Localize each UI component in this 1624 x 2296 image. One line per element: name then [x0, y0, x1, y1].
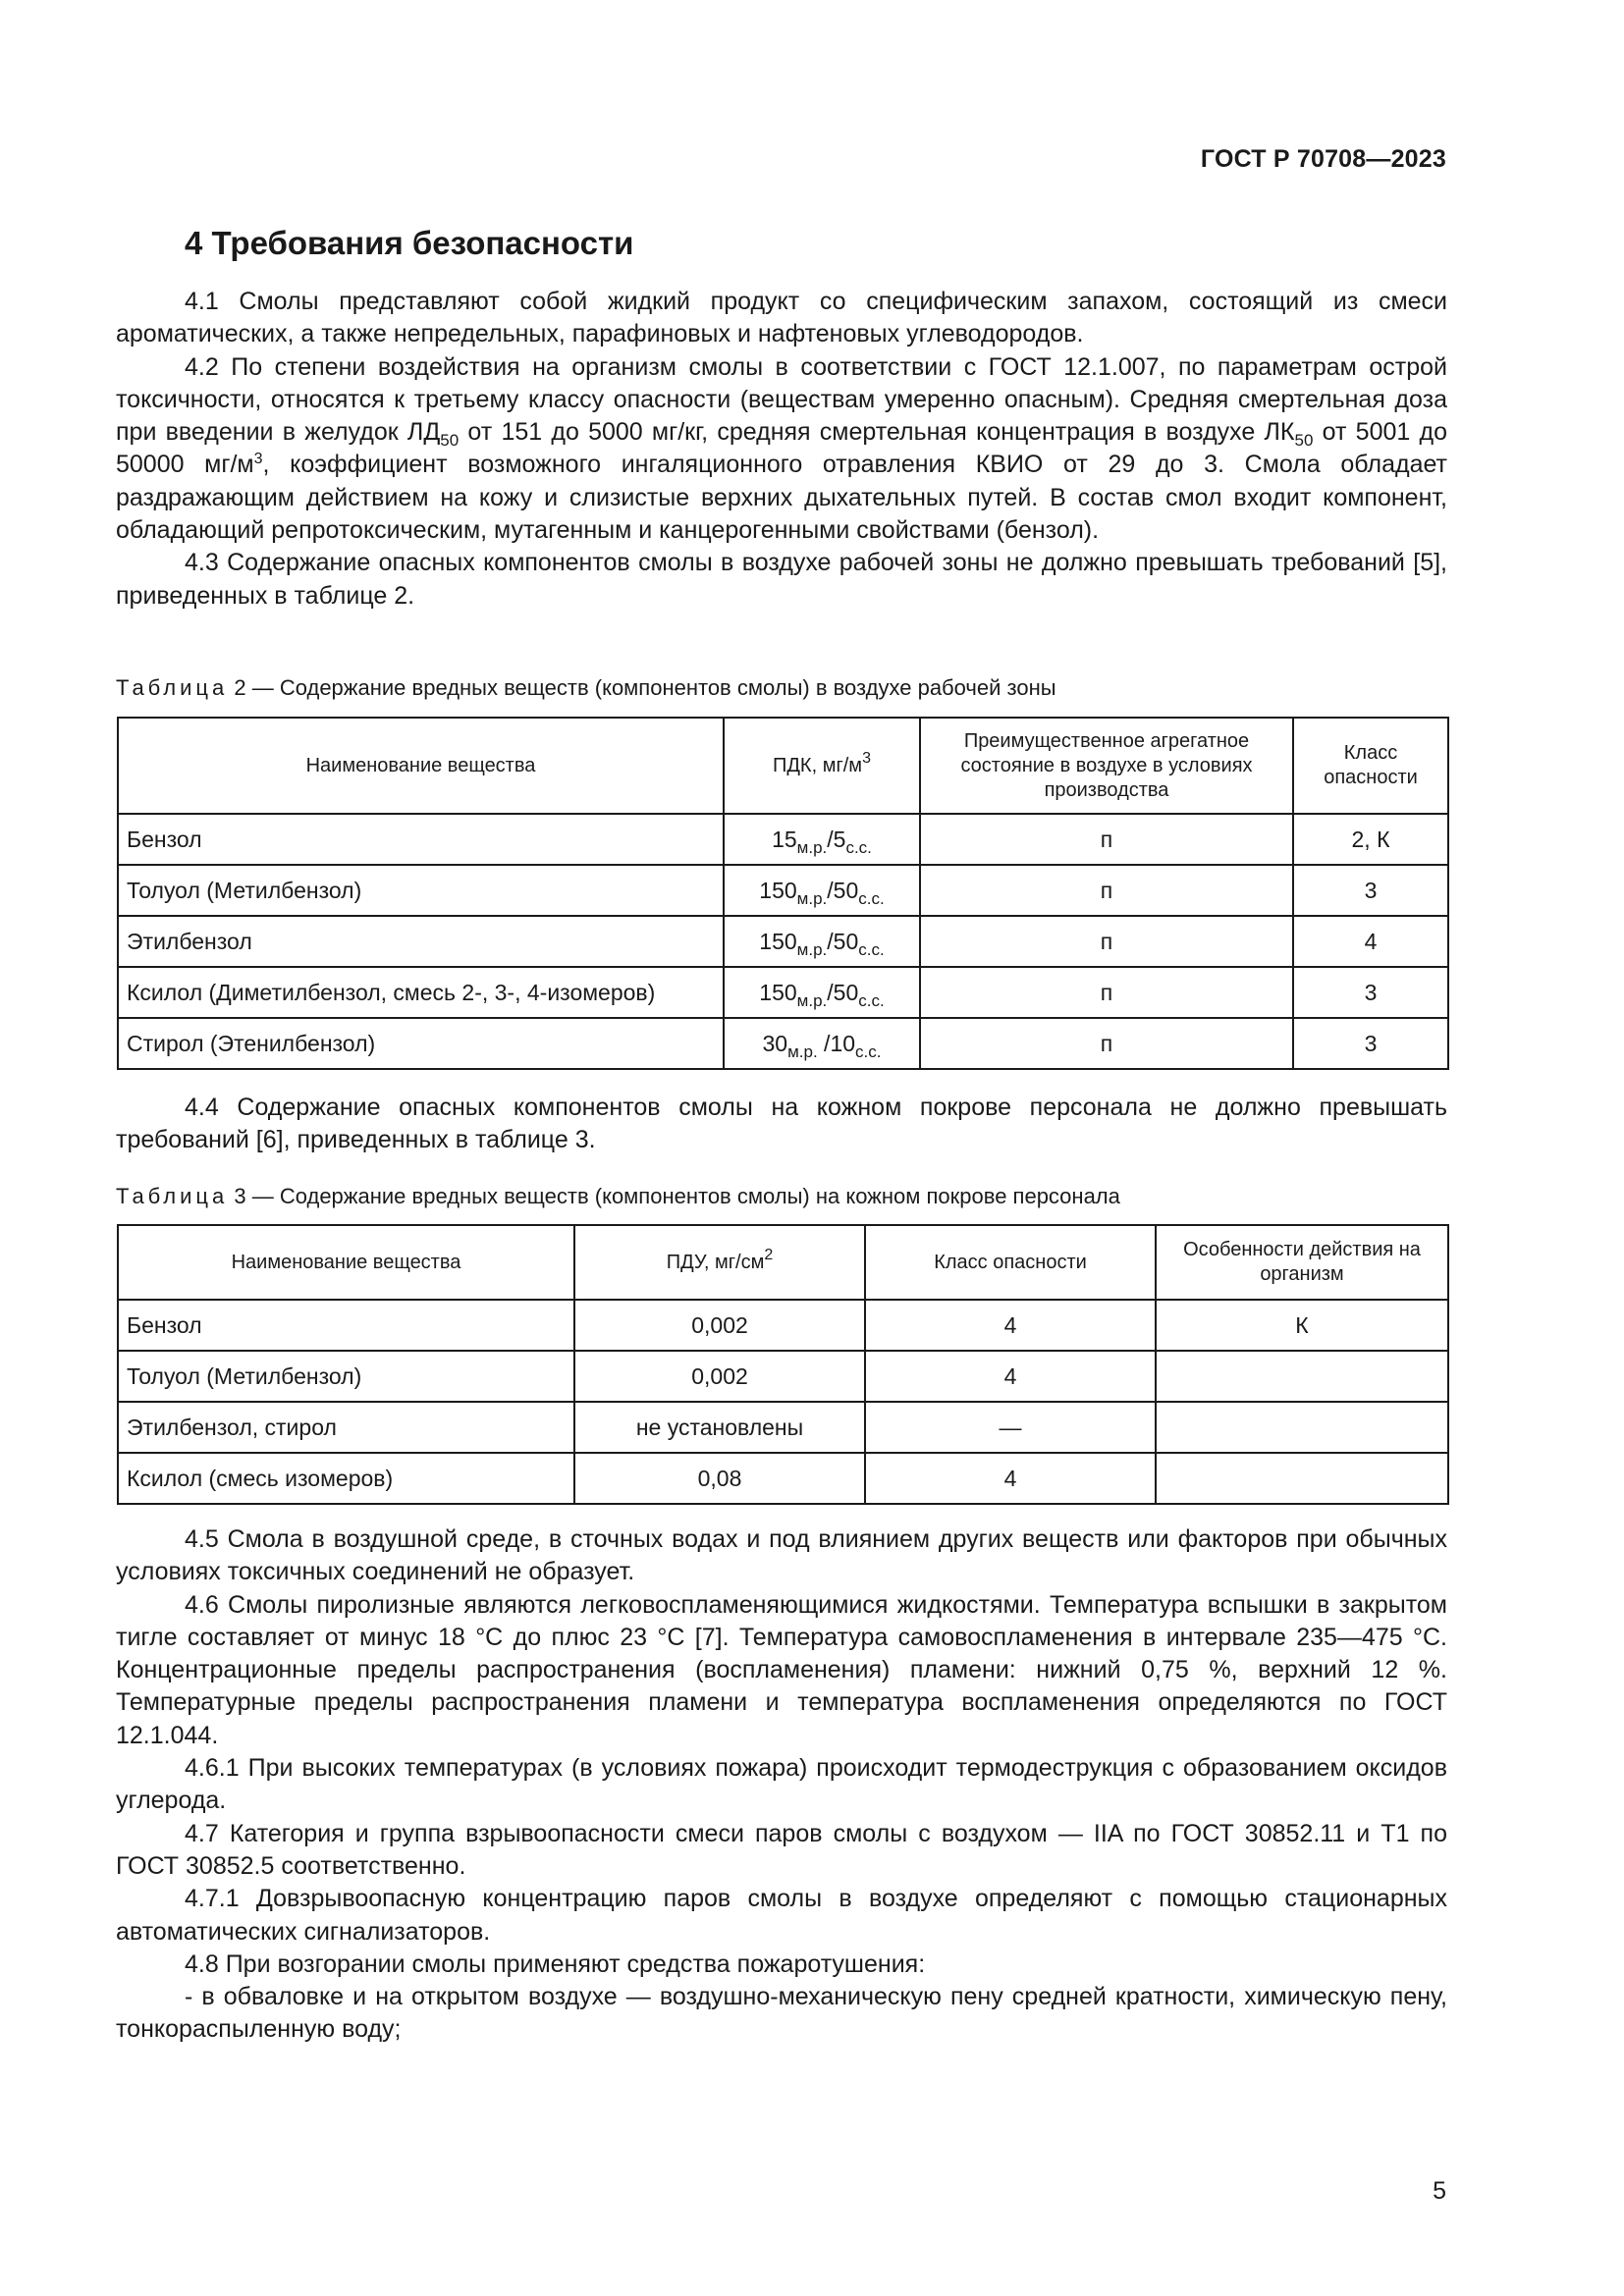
- cell-pdk: $150_{м.р.}/50_{с.с.}$: [724, 865, 920, 916]
- table-3-header-row: [118, 1225, 1448, 1300]
- cell-class: 4: [865, 1351, 1156, 1402]
- paragraph-block-3: [116, 1523, 1447, 2047]
- cell-pdu: 0,002: [574, 1351, 865, 1402]
- table-2-header-pdk: ПДК, $мг/м^3$: [724, 718, 920, 814]
- cell-effect: [1156, 1351, 1448, 1402]
- table-3-header-pdu: ПДУ, $мг/см^2$: [574, 1225, 865, 1300]
- cell-class: 2, К: [1293, 814, 1448, 865]
- cell-name: Ксилол (смесь изомеров): [118, 1453, 574, 1504]
- table-2: [117, 717, 1449, 1070]
- paragraph-4-8-item-1: - в обваловке и на открытом воздухе — воздушно-механическую пену средней кратности, химическую пену, тонкораспыленную воду;: [116, 1983, 1447, 2044]
- paragraph-4-8: 4.8 При возгорании смолы применяют средства пожаротушения:: [185, 1949, 926, 1978]
- cell-pdu: 0,002: [574, 1300, 865, 1351]
- cell-state: п: [920, 916, 1293, 967]
- table-row: [118, 916, 1448, 967]
- table-3-header-effect: Особенности действия на организм: [1156, 1225, 1448, 1300]
- table-row: [118, 1402, 1448, 1453]
- paragraph-4-6: 4.6 Смолы пиролизные являются легковоспламеняющимися жидкостями. Температура вспышки в закрытом тигле составляет от минус 18 °С до плюс 23 °С [7]. Температура самовоспламенения в интервале 235—475 °С. Концентрационные пределы распространения (воспламенения) пламени: нижний 0,75 %, верхний 12 %. Температурные пределы распространения пламени и температура воспламенения определяются по ГОСТ 12.1.044.: [116, 1590, 1447, 1749]
- paragraph-4-6-1: 4.6.1 При высоких температурах (в условиях пожара) происходит термодеструкция с образованием оксидов углерода.: [116, 1754, 1447, 1815]
- cell-effect: К: [1156, 1300, 1448, 1351]
- paragraph-4-1: 4.1 Смолы представляют собой жидкий продукт со специфическим запахом, состоящий из смеси ароматических, а также непредельных, парафиновых и нафтеновых углеводородов.: [116, 288, 1447, 348]
- cell-effect: [1156, 1402, 1448, 1453]
- table-2-header-name: Наименование вещества: [118, 718, 724, 814]
- table-row: [118, 1018, 1448, 1069]
- paragraph-4-4: 4.4 Содержание опасных компонентов смолы на кожном покрове персонала не должно превышать требований [6], приведенных в таблице 3.: [116, 1094, 1447, 1154]
- cell-name: Этилбензол, стирол: [118, 1402, 574, 1453]
- cell-class: 3: [1293, 1018, 1448, 1069]
- cell-pdu: не установлены: [574, 1402, 865, 1453]
- paragraph-block-1: [116, 286, 1447, 613]
- paragraph-4-7-1: 4.7.1 Довзрывоопасную концентрацию паров смолы в воздухе определяют с помощью стационарных автоматических сигнализаторов.: [116, 1885, 1447, 1946]
- cell-pdk: $150_{м.р.}/50_{с.с.}$: [724, 967, 920, 1018]
- table-3: [117, 1224, 1449, 1505]
- cell-name: Бензол: [118, 1300, 574, 1351]
- cell-class: —: [865, 1402, 1156, 1453]
- page-number: 5: [1433, 2177, 1446, 2205]
- cell-state: п: [920, 865, 1293, 916]
- table-2-header-class: Класс опасности: [1293, 718, 1448, 814]
- table-row: [118, 1300, 1448, 1351]
- cell-state: п: [920, 967, 1293, 1018]
- cell-state: п: [920, 1018, 1293, 1069]
- cell-class: 3: [1293, 865, 1448, 916]
- cell-effect: [1156, 1453, 1448, 1504]
- cell-name: Толуол (Метилбензол): [118, 1351, 574, 1402]
- paragraph-4-3: 4.3 Содержание опасных компонентов смолы в воздухе рабочей зоны не должно превышать требований [5], приведенных в таблице 2.: [116, 549, 1447, 610]
- cell-name: Бензол: [118, 814, 724, 865]
- document-code: ГОСТ Р 70708—2023: [1200, 145, 1446, 173]
- cell-pdk: $150_{м.р.}/50_{с.с.}$: [724, 916, 920, 967]
- cell-pdk: $15_{м.р.}/5_{с.с.}$: [724, 814, 920, 865]
- paragraph-block-2: [116, 1092, 1447, 1157]
- cell-class: 3: [1293, 967, 1448, 1018]
- table-row: [118, 1453, 1448, 1504]
- cell-name: Толуол (Метилбензол): [118, 865, 724, 916]
- table-row: [118, 865, 1448, 916]
- table-3-caption: Таблица 3 — Содержание вредных веществ (компонентов смолы) на кожном покрове персонала: [116, 1184, 1120, 1208]
- paragraph-4-5: 4.5 Смола в воздушной среде, в сточных водах и под влиянием других веществ или факторов при обычных условиях токсичных соединений не образует.: [116, 1525, 1447, 1586]
- cell-name: Ксилол (Диметилбензол, смесь 2-, 3-, 4-изомеров): [118, 967, 724, 1018]
- table-3-header-name: Наименование вещества: [118, 1225, 574, 1300]
- cell-pdu: 0,08: [574, 1453, 865, 1504]
- paragraph-4-7: 4.7 Категория и группа взрывоопасности смеси паров смолы с воздухом — IIA по ГОСТ 30852.11 и Т1 по ГОСТ 30852.5 соответственно.: [116, 1819, 1447, 1880]
- section-title: 4 Требования безопасности: [185, 225, 634, 261]
- table-2-header-row: [118, 718, 1448, 814]
- table-row: [118, 967, 1448, 1018]
- cell-pdk: $30_{м.р.}$ $/10_{с.с.}$: [724, 1018, 920, 1069]
- table-row: [118, 1351, 1448, 1402]
- cell-name: Этилбензол: [118, 916, 724, 967]
- paragraph-4-2: 4.2 По степени воздействия на организм смолы в соответствии с ГОСТ 12.1.007, по параметрам острой токсичности, относятся к третьему классу опасности (веществам умеренно опасным). Средняя смертельная доза при введении в желудок $ЛД_{50}$ от 151 до 5000 мг/кг, средняя смертельная концентрация в воздухе $ЛК_{50}$ от 5001 до 50000 $мг/м^3$, коэффициент возможного ингаляционного отравления КВИО от 29 до 3. Смола обладает раздражающим действием на кожу и слизистые верхних дыхательных путей. В состав смол входит компонент, обладающий репротоксическим, мутагенным и канцерогенными свойствами (бензол).: [116, 352, 1448, 545]
- cell-name: Стирол (Этенилбензол): [118, 1018, 724, 1069]
- cell-state: п: [920, 814, 1293, 865]
- table-2-header-state: Преимущественное агрегатное состояние в воздухе в условиях производства: [920, 718, 1293, 814]
- cell-class: 4: [865, 1453, 1156, 1504]
- table-2-caption: Таблица 2 — Содержание вредных веществ (компонентов смолы) в воздухе рабочей зоны: [116, 675, 1056, 700]
- table-3-header-class: Класс опасности: [865, 1225, 1156, 1300]
- cell-class: 4: [1293, 916, 1448, 967]
- cell-class: 4: [865, 1300, 1156, 1351]
- table-row: [118, 814, 1448, 865]
